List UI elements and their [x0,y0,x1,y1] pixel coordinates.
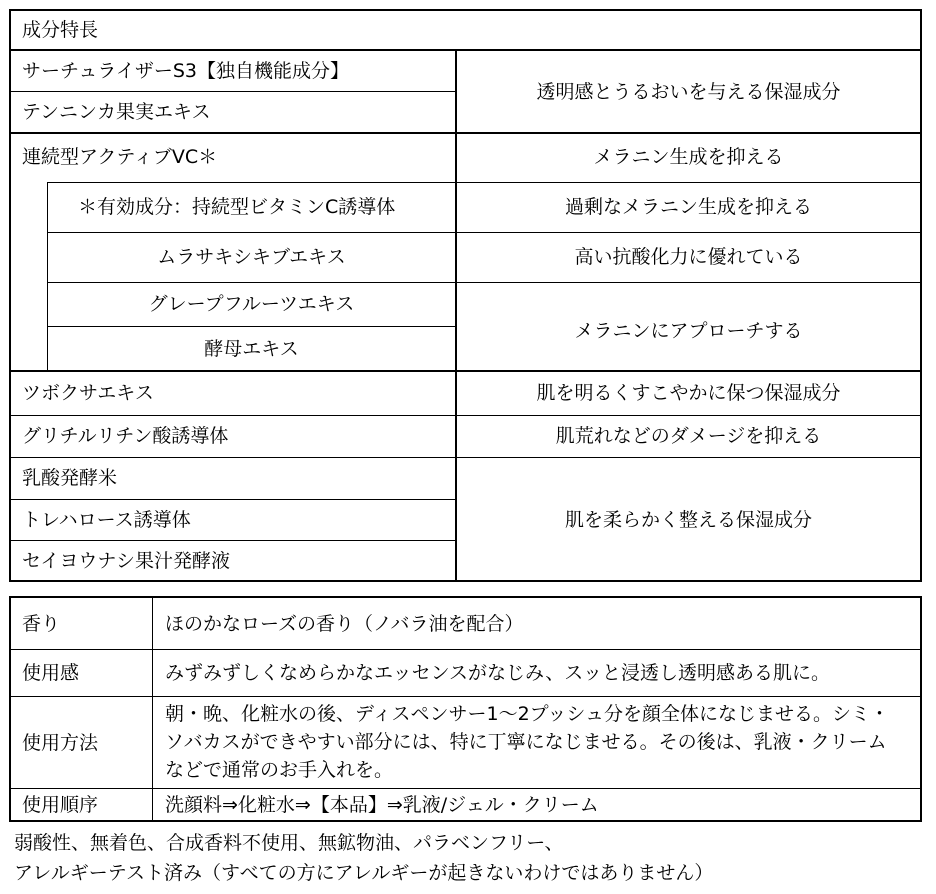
ingredient-effect: 肌を明るくすこやかに保つ保湿成分 [536,382,841,404]
ingredient-name: トレハロース誘導体 [22,509,191,531]
ingredient-effect: メラニン生成を抑える [593,146,784,168]
ingredient-name: ＊有効成分：持続型ビタミンC誘導体 [78,196,396,218]
ingredient-name: グリチルリチン酸誘導体 [22,425,229,447]
detail-value-scent: ほのかなローズの香り（ノバラ油を配合） [165,613,524,635]
ingredient-name: テンニンカ果実エキス [22,101,211,123]
detail-value-feel: みずみずしくなめらかなエッセンスがなじみ、スッと浸透し透明感ある肌に。 [165,662,831,684]
ingredient-effect: 肌荒れなどのダメージを抑える [555,425,822,447]
footnote-line-2: アレルギーテスト済み（すべての方にアレルギーが起きないわけではありません） [14,862,714,884]
ingredient-name: ツボクサエキス [22,382,154,404]
ingredients-header: 成分特長 [22,19,99,41]
ingredient-name: グレープフルーツエキス [148,293,355,315]
detail-label-scent: 香り [22,613,61,635]
ingredient-name: ムラサキシキブエキス [157,246,346,268]
detail-label-feel: 使用感 [22,662,80,684]
ingredient-effect: 高い抗酸化力に優れている [574,246,803,268]
detail-value-order: 洗顔料⇒化粧水⇒【本品】⇒乳液/ジェル・クリーム [165,794,599,816]
ingredient-effect: 透明感とうるおいを与える保湿成分 [536,81,841,103]
ingredient-name: 酵母エキス [204,338,299,360]
footnote-line-1: 弱酸性、無着色、合成香料不使用、無鉱物油、パラベンフリー、 [14,832,564,854]
detail-value-usage: 朝・晩、化粧水の後、ディスペンサー1〜2プッシュ分を顔全体になじませる。シミ・ソバカスができやすい部分には、特に丁寧になじませる。その後は、乳液・クリームなどで通常のお手入れを。 [165,703,889,781]
ingredient-name: サーチュライザーS3【独自機能成分】 [22,60,350,82]
detail-label-usage: 使用方法 [22,732,99,754]
detail-label-order: 使用順序 [22,794,99,816]
ingredient-name: 乳酸発酵米 [22,467,118,489]
ingredient-effect: メラニンにアプローチする [574,320,803,342]
ingredient-effect: 肌を柔らかく整える保湿成分 [564,509,812,531]
ingredient-name: 連続型アクティブVC＊ [22,146,218,168]
ingredient-effect: 過剰なメラニン生成を抑える [564,196,812,218]
ingredient-name: セイヨウナシ果汁発酵液 [22,550,231,572]
